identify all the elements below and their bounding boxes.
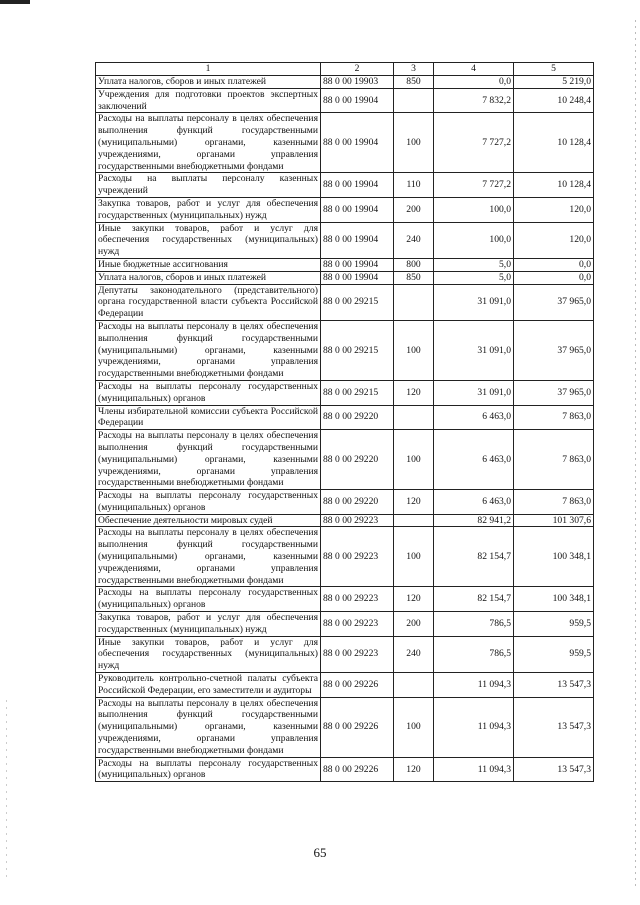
row-value-1-cell: 5,0	[434, 258, 514, 271]
table-row	[96, 284, 594, 320]
row-name-cell: Расходы на выплаты персоналу государственных (муниципальных) органов	[96, 490, 321, 515]
row-value-1-cell: 6 463,0	[434, 405, 514, 430]
table-row	[96, 430, 594, 490]
row-code-cell: 88 0 00 19904	[321, 173, 394, 198]
table-row	[96, 405, 594, 430]
row-type-cell: 100	[394, 527, 434, 587]
row-value-2-cell: 100 348,1	[514, 527, 594, 587]
table-row	[96, 527, 594, 587]
row-code-cell: 88 0 00 29215	[321, 380, 394, 405]
table-row	[96, 197, 594, 222]
row-code-cell: 88 0 00 29220	[321, 490, 394, 515]
row-code-cell: 88 0 00 29226	[321, 697, 394, 757]
row-type-cell	[394, 405, 434, 430]
row-code-cell: 88 0 00 29223	[321, 587, 394, 612]
row-code-cell: 88 0 00 29226	[321, 757, 394, 782]
row-name-cell: Расходы на выплаты персоналу в целях обеспечения выполнения функций государственными (муниципальными) органами, казенными учреждениями, органами управления государственными внебюджетными фондами	[96, 113, 321, 173]
row-value-1-cell: 31 091,0	[434, 284, 514, 320]
table-row	[96, 173, 594, 198]
row-name-cell: Расходы на выплаты персоналу казенных учреждений	[96, 173, 321, 198]
row-value-2-cell: 13 547,3	[514, 673, 594, 698]
row-value-2-cell: 13 547,3	[514, 697, 594, 757]
row-code-cell: 88 0 00 29220	[321, 430, 394, 490]
row-type-cell: 100	[394, 320, 434, 380]
row-code-cell: 88 0 00 29215	[321, 320, 394, 380]
table-row	[96, 113, 594, 173]
row-type-cell	[394, 284, 434, 320]
table-row	[96, 258, 594, 271]
row-name-cell: Закупка товаров, работ и услуг для обеспечения государственных (муниципальных) нужд	[96, 197, 321, 222]
header-row	[96, 63, 594, 76]
row-value-2-cell: 959,5	[514, 612, 594, 637]
row-type-cell: 120	[394, 490, 434, 515]
row-value-2-cell: 0,0	[514, 258, 594, 271]
table-row	[96, 612, 594, 637]
table-row	[96, 88, 594, 113]
row-value-2-cell: 120,0	[514, 197, 594, 222]
row-type-cell: 120	[394, 757, 434, 782]
page-number: 65	[313, 845, 327, 860]
table-row	[96, 320, 594, 380]
row-name-cell: Депутаты законодательного (представительного) органа государственной власти субъекта Российской Федерации	[96, 284, 321, 320]
row-name-cell: Обеспечение деятельности мировых судей	[96, 514, 321, 527]
row-code-cell: 88 0 00 19904	[321, 88, 394, 113]
row-value-2-cell: 101 307,6	[514, 514, 594, 527]
row-name-cell: Руководитель контрольно-счетной палаты субъекта Российской Федерации, его заместители и аудиторы	[96, 673, 321, 698]
row-name-cell: Расходы на выплаты персоналу государственных (муниципальных) органов	[96, 757, 321, 782]
row-name-cell: Расходы на выплаты персоналу в целях обеспечения выполнения функций государственными (муниципальными) органами, казенными учреждениями, органами управления государственными внебюджетными фондами	[96, 430, 321, 490]
row-code-cell: 88 0 00 19904	[321, 113, 394, 173]
row-value-1-cell: 0,0	[434, 76, 514, 89]
row-code-cell: 88 0 00 29226	[321, 673, 394, 698]
row-type-cell: 120	[394, 380, 434, 405]
row-name-cell: Расходы на выплаты персоналу государственных (муниципальных) органов	[96, 380, 321, 405]
row-type-cell: 200	[394, 197, 434, 222]
row-name-cell: Закупка товаров, работ и услуг для обеспечения государственных (муниципальных) нужд	[96, 612, 321, 637]
row-type-cell: 200	[394, 612, 434, 637]
row-name-cell: Учреждения для подготовки проектов экспертных заключений	[96, 88, 321, 113]
row-value-1-cell: 11 094,3	[434, 757, 514, 782]
row-code-cell: 88 0 00 29223	[321, 514, 394, 527]
row-type-cell: 100	[394, 113, 434, 173]
table-row	[96, 76, 594, 89]
budget-table	[95, 62, 594, 782]
row-code-cell: 88 0 00 19904	[321, 222, 394, 258]
table-row	[96, 514, 594, 527]
table-row	[96, 587, 594, 612]
row-name-cell: Иные закупки товаров, работ и услуг для обеспечения государственных (муниципальных) нужд	[96, 636, 321, 672]
header-cell-name: 1	[96, 63, 321, 76]
table-row	[96, 636, 594, 672]
row-name-cell: Члены избирательной комиссии субъекта Российской Федерации	[96, 405, 321, 430]
row-value-1-cell: 82 154,7	[434, 527, 514, 587]
row-name-cell: Иные бюджетные ассигнования	[96, 258, 321, 271]
row-type-cell	[394, 514, 434, 527]
row-value-1-cell: 7 727,2	[434, 113, 514, 173]
row-code-cell: 88 0 00 29223	[321, 636, 394, 672]
row-name-cell: Расходы на выплаты персоналу в целях обеспечения выполнения функций государственными (муниципальными) органами, казенными учреждениями, органами управления государственными внебюджетными фондами	[96, 697, 321, 757]
table-row	[96, 380, 594, 405]
table-row	[96, 490, 594, 515]
scan-corner-mark	[0, 0, 30, 4]
row-value-1-cell: 6 463,0	[434, 490, 514, 515]
row-name-cell: Иные закупки товаров, работ и услуг для обеспечения государственных (муниципальных) нужд	[96, 222, 321, 258]
row-type-cell	[394, 88, 434, 113]
row-value-1-cell: 5,0	[434, 271, 514, 284]
row-value-2-cell: 37 965,0	[514, 320, 594, 380]
row-value-1-cell: 11 094,3	[434, 673, 514, 698]
row-value-2-cell: 120,0	[514, 222, 594, 258]
row-value-1-cell: 786,5	[434, 636, 514, 672]
row-type-cell: 100	[394, 697, 434, 757]
table-row	[96, 271, 594, 284]
row-name-cell: Уплата налогов, сборов и иных платежей	[96, 76, 321, 89]
row-value-2-cell: 5 219,0	[514, 76, 594, 89]
header-cell-value-1: 4	[434, 63, 514, 76]
table-row	[96, 697, 594, 757]
row-value-2-cell: 13 547,3	[514, 757, 594, 782]
budget-table-body	[96, 63, 594, 782]
row-value-1-cell: 100,0	[434, 197, 514, 222]
row-code-cell: 88 0 00 19903	[321, 76, 394, 89]
row-type-cell: 800	[394, 258, 434, 271]
row-value-2-cell: 7 863,0	[514, 405, 594, 430]
header-cell-value-2: 5	[514, 63, 594, 76]
row-type-cell: 240	[394, 222, 434, 258]
row-code-cell: 88 0 00 19904	[321, 258, 394, 271]
scan-edge-right	[635, 20, 636, 890]
table-row	[96, 673, 594, 698]
row-name-cell: Расходы на выплаты персоналу в целях обеспечения выполнения функций государственными (муниципальными) органами, казенными учреждениями, органами управления государственными внебюджетными фондами	[96, 527, 321, 587]
row-type-cell: 110	[394, 173, 434, 198]
row-value-2-cell: 10 128,4	[514, 173, 594, 198]
row-value-2-cell: 37 965,0	[514, 380, 594, 405]
row-name-cell: Уплата налогов, сборов и иных платежей	[96, 271, 321, 284]
row-value-2-cell: 7 863,0	[514, 490, 594, 515]
row-value-1-cell: 7 832,2	[434, 88, 514, 113]
table-row	[96, 757, 594, 782]
row-name-cell: Расходы на выплаты персоналу государственных (муниципальных) органов	[96, 587, 321, 612]
row-value-1-cell: 82 154,7	[434, 587, 514, 612]
row-type-cell: 850	[394, 76, 434, 89]
row-value-2-cell: 0,0	[514, 271, 594, 284]
row-code-cell: 88 0 00 19904	[321, 271, 394, 284]
row-value-1-cell: 31 091,0	[434, 380, 514, 405]
row-value-2-cell: 7 863,0	[514, 430, 594, 490]
row-code-cell: 88 0 00 29220	[321, 405, 394, 430]
row-type-cell: 850	[394, 271, 434, 284]
row-value-1-cell: 11 094,3	[434, 697, 514, 757]
row-value-1-cell: 6 463,0	[434, 430, 514, 490]
header-cell-type: 3	[394, 63, 434, 76]
row-value-1-cell: 82 941,2	[434, 514, 514, 527]
row-value-2-cell: 10 248,4	[514, 88, 594, 113]
row-value-1-cell: 31 091,0	[434, 320, 514, 380]
row-value-1-cell: 786,5	[434, 612, 514, 637]
row-value-2-cell: 959,5	[514, 636, 594, 672]
table-row	[96, 222, 594, 258]
row-code-cell: 88 0 00 29223	[321, 527, 394, 587]
row-code-cell: 88 0 00 29215	[321, 284, 394, 320]
row-type-cell: 240	[394, 636, 434, 672]
row-type-cell	[394, 673, 434, 698]
row-value-2-cell: 100 348,1	[514, 587, 594, 612]
row-type-cell: 120	[394, 587, 434, 612]
row-type-cell: 100	[394, 430, 434, 490]
row-value-2-cell: 37 965,0	[514, 284, 594, 320]
row-code-cell: 88 0 00 19904	[321, 197, 394, 222]
row-name-cell: Расходы на выплаты персоналу в целях обеспечения выполнения функций государственными (муниципальными) органами, казенными учреждениями, органами управления государственными внебюджетными фондами	[96, 320, 321, 380]
row-code-cell: 88 0 00 29223	[321, 612, 394, 637]
row-value-1-cell: 7 727,2	[434, 173, 514, 198]
row-value-1-cell: 100,0	[434, 222, 514, 258]
header-cell-code: 2	[321, 63, 394, 76]
row-value-2-cell: 10 128,4	[514, 113, 594, 173]
